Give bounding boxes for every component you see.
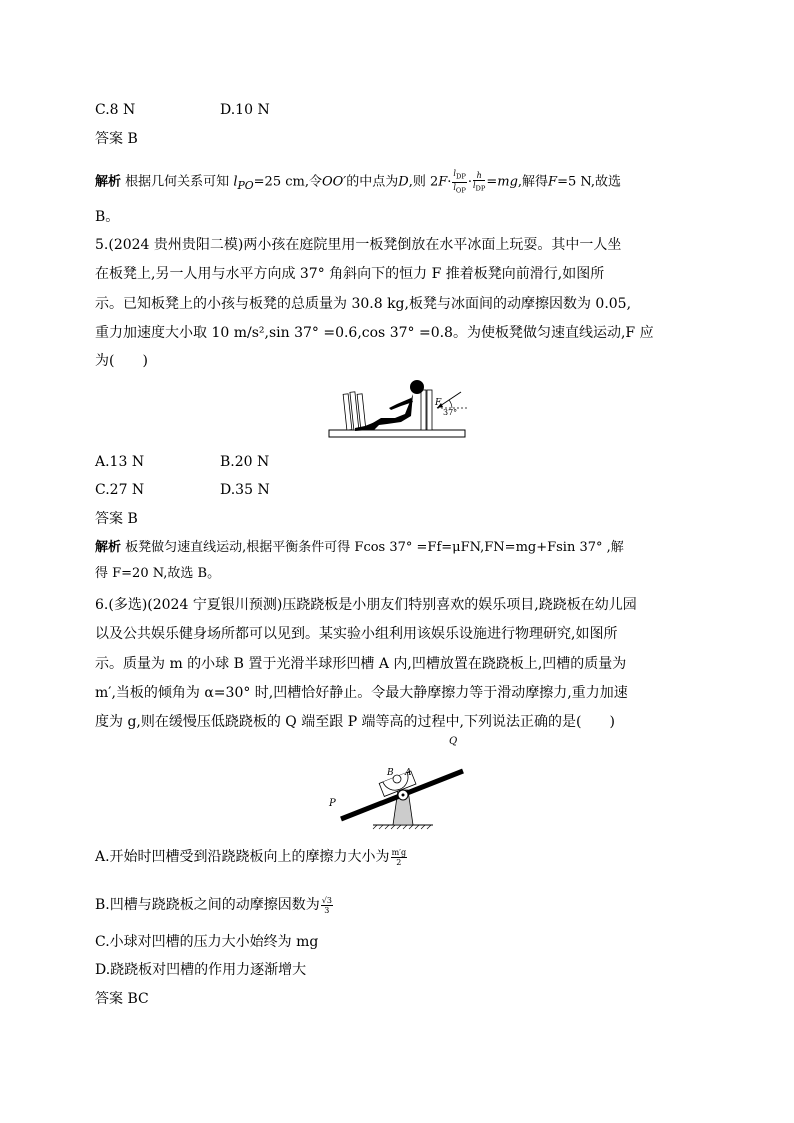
q5-stem-line4: 重力加速度大小取 10 m/s²,sin 37° =0.6,cos 37° =0.8。为使板凳做匀速直线运动,F 应 xyxy=(95,325,654,341)
q5-option-b: B.20 N xyxy=(220,454,270,470)
q5-bench-figure xyxy=(325,378,470,440)
frac-den: 2 xyxy=(396,857,402,867)
fraction-mg-2 xyxy=(391,848,408,867)
q6-option-b xyxy=(95,895,334,915)
math-var: l xyxy=(233,174,238,190)
frac-den: 3 xyxy=(324,905,330,915)
q6-stem-line1: 6.(多选)(2024 宁夏银川预测)压跷跷板是小朋友们特别喜欢的娱乐项目,跷跷板在幼儿园 xyxy=(95,597,637,613)
label-p: P xyxy=(329,798,336,809)
label-b: B xyxy=(387,768,394,778)
analysis-text: = xyxy=(486,174,498,190)
q4-option-c: C.8 N xyxy=(95,102,136,118)
fraction-ldp-lop xyxy=(452,169,466,195)
analysis-text: ,解得 xyxy=(517,174,549,190)
math-sub: PO xyxy=(237,179,254,193)
q5-stem-line2: 在板凳上,另一人用与水平方向成 37° 角斜向下的恒力 F 推着板凳向前滑行,如图所 xyxy=(95,266,605,282)
bench-board xyxy=(329,430,465,437)
frac-den: l xyxy=(472,180,476,190)
q4-answer: 答案 B xyxy=(95,131,138,147)
option-a-text: A.开始时凹槽受到沿跷跷板向上的摩擦力大小为 xyxy=(95,849,390,865)
math-var: OO′ xyxy=(321,174,347,190)
fraction-sqrt3-3 xyxy=(321,896,333,915)
pivot-center xyxy=(402,794,405,797)
analysis-text: ,则 2 xyxy=(408,174,439,190)
q6-stem-line4: m′,当板的倾角为 α=30° 时,凹槽恰好静止。令最大静摩擦力等于滑动摩擦力,重力加速 xyxy=(95,685,628,701)
frac-num: √3 xyxy=(321,895,332,905)
ground-hatch xyxy=(373,825,431,829)
analysis-line1: 板凳做匀速直线运动,根据平衡条件可得 Fcos 37° =Ff=μFN,FN=mg+Fsin 37° ,解 xyxy=(125,540,624,555)
frac-num: l xyxy=(453,169,456,178)
q5-option-d: D.35 N xyxy=(220,482,270,498)
analysis-text: 的中点为 xyxy=(346,174,399,190)
angle-label: 37° xyxy=(443,408,458,417)
frac-den-sub: OP xyxy=(455,186,466,195)
label-a: A xyxy=(405,768,412,778)
q5-option-a: A.13 N xyxy=(95,454,145,470)
force-label: F xyxy=(435,398,442,408)
label-q: Q xyxy=(449,736,458,747)
analysis-text: =5 N,故选 xyxy=(557,174,622,190)
math-var: F xyxy=(438,174,448,190)
angle-arc xyxy=(449,400,452,408)
q6-option-a xyxy=(95,847,408,867)
analysis-tag: 解析 xyxy=(95,540,122,555)
q6-stem-line3: 示。质量为 m 的小球 B 置于光滑半球形凹槽 A 内,凹槽放置在跷跷板上,凹槽的质量为 xyxy=(95,656,627,672)
q5-analysis-line2: 得 F=20 N,故选 B。 xyxy=(95,566,221,581)
q6-seesaw-figure xyxy=(325,735,473,830)
math-var: F xyxy=(548,174,558,190)
q6-option-c: C.小球对凹槽的压力大小始终为 mg xyxy=(95,934,319,950)
ball-b xyxy=(393,775,401,783)
q6-answer: 答案 BC xyxy=(95,991,149,1007)
q5-analysis xyxy=(95,538,624,558)
q5-answer: 答案 B xyxy=(95,511,138,527)
q4-analysis: 解析 根据几何关系可知 $l_{PO}=25$ cm,令OO′的中点为D,则 2F· $\frac{l_{DP}}{l_{OP}}$ · $\frac{h}{l_{DP}}$ =mg,解得F=5 N,故选 xyxy=(95,169,622,195)
frac-den: l xyxy=(453,182,456,192)
analysis-tag: 解析 xyxy=(95,174,122,190)
bench-leg-right xyxy=(421,390,426,430)
q5-stem-line5: 为( ) xyxy=(95,353,148,369)
q6-stem-line5: 度为 g,则在缓慢压低跷跷板的 Q 端至跟 P 端等高的过程中,下列说法正确的是( ) xyxy=(95,714,615,730)
analysis-text: 根据几何关系可知 xyxy=(125,174,230,190)
analysis-text: =25 cm,令 xyxy=(253,174,322,190)
math-var: mg xyxy=(497,174,518,190)
frac-num-sub: DP xyxy=(455,172,466,181)
q4-option-d: D.10 N xyxy=(220,102,270,118)
fraction-h-ldp xyxy=(473,171,485,194)
q6-stem-line2: 以及公共娱乐健身场所都可以见到。某实验小组利用该娱乐设施进行物理研究,如图所 xyxy=(95,626,618,642)
frac-num: m′g xyxy=(391,847,407,857)
q5-stem-line3: 示。已知板凳上的小孩与板凳的总质量为 30.8 kg,板凳与冰面间的动摩擦因数为 0.05, xyxy=(95,296,632,312)
frac-den-sub: DP xyxy=(475,184,486,193)
q4-analysis-line2: B。 xyxy=(95,209,120,225)
frac-num: h xyxy=(476,170,482,180)
q5-stem-line1: 5.(2024 贵州贵阳二模)两小孩在庭院里用一板凳倒放在水平冰面上玩耍。其中一人坐 xyxy=(95,237,622,253)
math-var: D xyxy=(398,174,409,190)
q6-option-d: D.跷跷板对凹槽的作用力逐渐增大 xyxy=(95,962,307,978)
bench-leg-right-2 xyxy=(427,390,432,430)
option-b-text: B.凹槽与跷跷板之间的动摩擦因数为 xyxy=(95,897,320,913)
q5-option-c: C.27 N xyxy=(95,482,145,498)
